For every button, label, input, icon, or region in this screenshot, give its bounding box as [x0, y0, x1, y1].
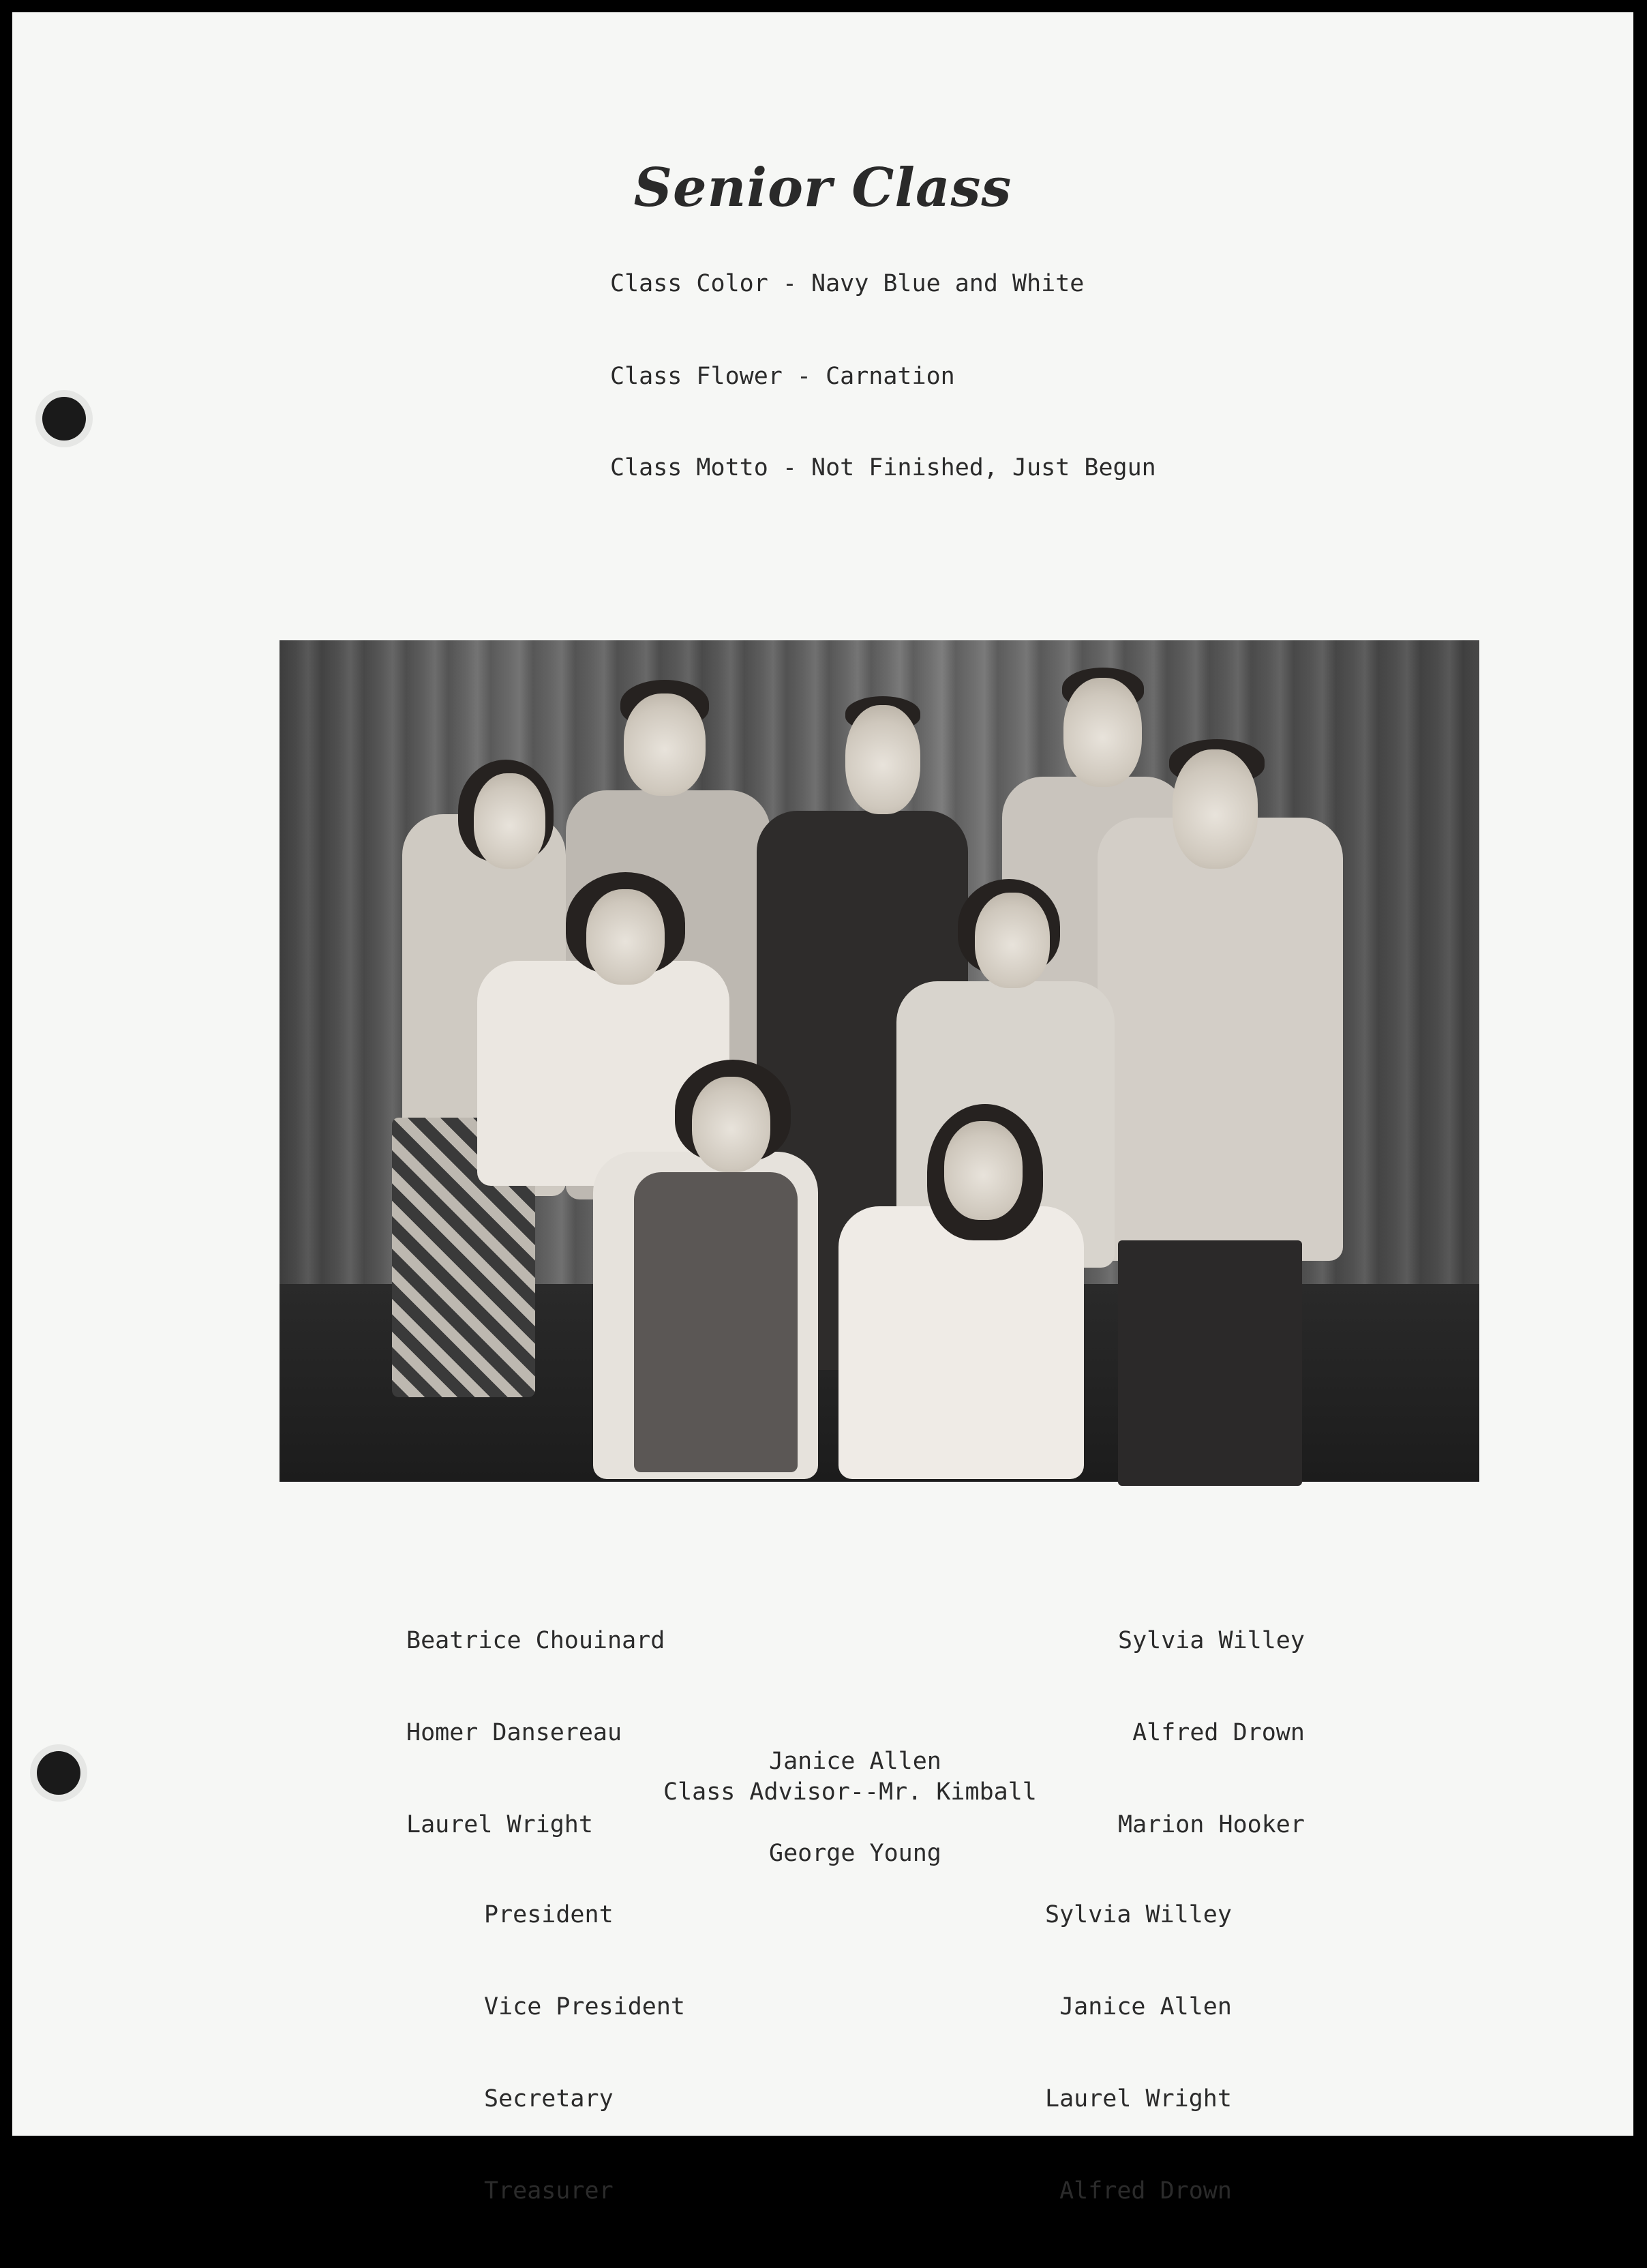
- officer-name: Janice Allen: [1059, 1993, 1232, 2020]
- photo-name: Homer Dansereau: [406, 1719, 622, 1746]
- photo-name: Marion Hooker: [1118, 1811, 1305, 1838]
- officer-role: Treasurer: [484, 2177, 614, 2205]
- officer-name: Laurel Wright: [1045, 2085, 1232, 2113]
- photo-names-center: [769, 1685, 941, 1930]
- punch-hole-top: [42, 397, 86, 441]
- photo-name: Beatrice Chouinard: [406, 1627, 665, 1654]
- photo-name: Sylvia Willey: [1118, 1627, 1305, 1654]
- officer-role: President: [484, 1901, 614, 1928]
- punch-hole-bottom: [37, 1751, 80, 1795]
- class-color-line: Class Color - Navy Blue and White: [610, 270, 1085, 297]
- officer-name: Sylvia Willey: [1045, 1901, 1232, 1928]
- officer-names: [1045, 1838, 1232, 2268]
- officer-name: Alfred Drown: [1059, 2177, 1232, 2205]
- photo-name: George Young: [769, 1840, 941, 1867]
- class-group-photo: [279, 640, 1479, 1482]
- photo-name: Laurel Wright: [406, 1811, 593, 1838]
- officer-roles: [484, 1838, 685, 2268]
- class-flower-line: Class Flower - Carnation: [610, 363, 955, 390]
- page-title: Senior Class: [633, 157, 1012, 219]
- officer-role: Vice President: [484, 1993, 686, 2020]
- photo-name: Janice Allen: [769, 1748, 941, 1775]
- yearbook-page: [12, 12, 1633, 2205]
- officer-role: Secretary: [484, 2085, 614, 2113]
- class-motto-line: Class Motto - Not Finished, Just Begun: [610, 454, 1156, 481]
- photo-name: Alfred Drown: [1132, 1719, 1305, 1746]
- class-advisor: Class Advisor--Mr. Kimball: [663, 1778, 1037, 1806]
